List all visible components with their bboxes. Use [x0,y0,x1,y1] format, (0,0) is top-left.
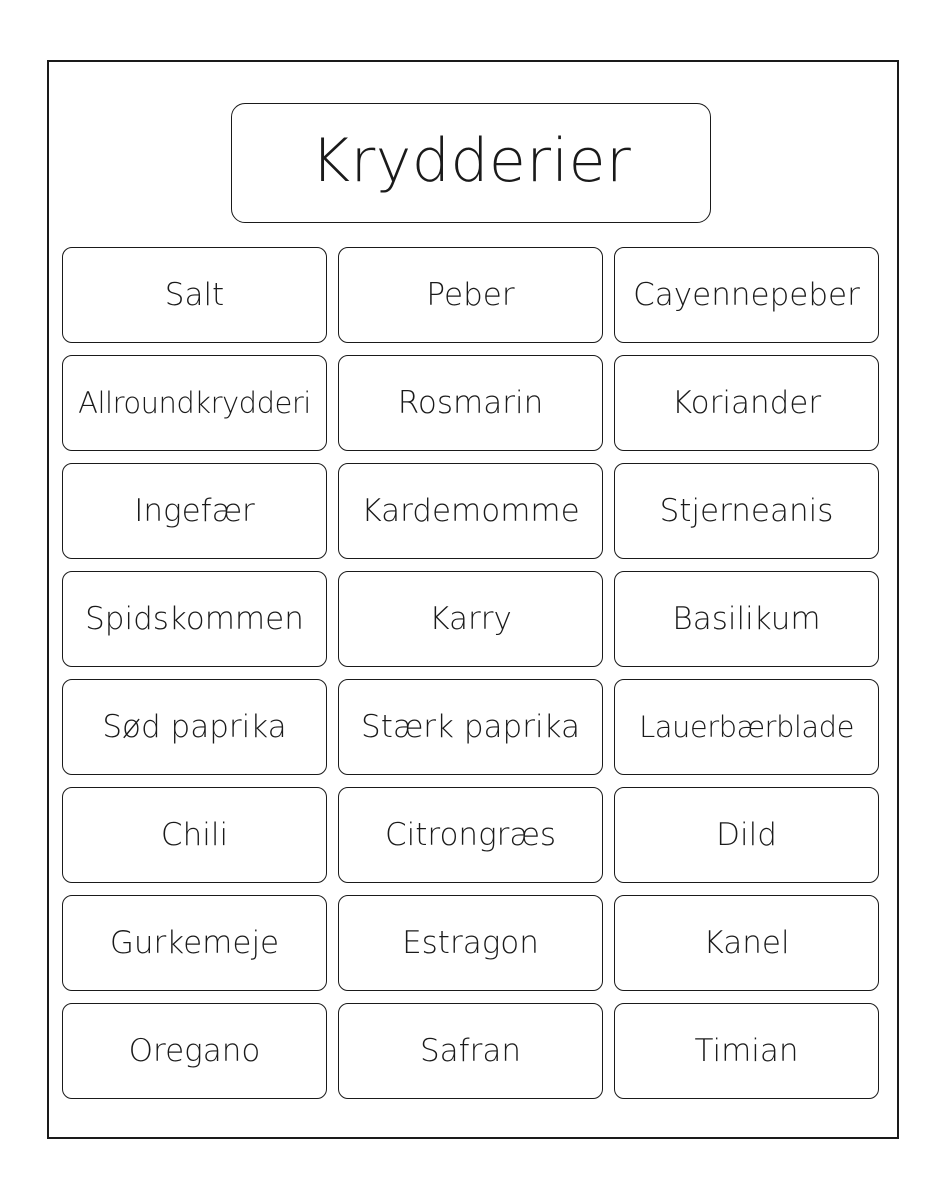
spice-label-text: Stjerneanis [659,492,834,529]
spice-label [614,787,879,883]
spice-label-text: Peber [426,276,515,313]
spice-label [614,355,879,451]
spice-label [62,463,327,559]
spice-label-text: Salt [164,276,225,313]
spice-label [62,247,327,343]
spice-label [614,1003,879,1099]
spice-label [338,787,603,883]
spice-label-text: Chili [160,816,229,853]
spice-label-text: Ingefær [134,492,255,529]
spice-label-text: Timian [694,1032,799,1069]
spice-label-text: Rosmarin [397,384,544,421]
spice-label-text: Stærk paprika [361,708,580,745]
spice-label [614,247,879,343]
spice-label-text: Safran [420,1032,521,1069]
spice-label-text: Basilikum [672,600,821,637]
spice-label [62,787,327,883]
spice-label-text: Kardemomme [361,492,580,529]
spice-label [614,571,879,667]
page-title: Krydderier [310,126,632,196]
spice-label-text: Allroundkrydderi [78,385,311,420]
spice-label [338,1003,603,1099]
spice-label-text: Lauerbærblade [639,709,854,744]
label-sheet [47,60,899,1139]
spice-label [62,355,327,451]
spice-label [338,463,603,559]
spice-label-text: Kanel [703,924,790,961]
title-label [231,103,711,223]
spice-label-text: Dild [716,816,777,853]
spice-label-text: Koriander [671,384,822,421]
spice-label [338,895,603,991]
spice-label-text: Oregano [128,1032,261,1069]
spice-label-text: Gurkemeje [109,924,280,961]
spice-label [614,895,879,991]
spice-label-text: Sød paprika [102,708,287,745]
spice-label-text: Cayennepeber [633,276,860,313]
spice-label [614,463,879,559]
spice-label [338,355,603,451]
spice-label-text: Estragon [402,924,539,961]
spice-label-text: Spidskommen [85,600,304,637]
spice-label [338,571,603,667]
spice-label-text: Karry [429,600,512,637]
spice-label-grid [62,247,878,1099]
spice-label-text: Citrongræs [384,816,557,853]
spice-label [62,1003,327,1099]
spice-label [614,679,879,775]
spice-label [338,679,603,775]
spice-label [62,679,327,775]
spice-label [62,571,327,667]
spice-label [62,895,327,991]
spice-label [338,247,603,343]
